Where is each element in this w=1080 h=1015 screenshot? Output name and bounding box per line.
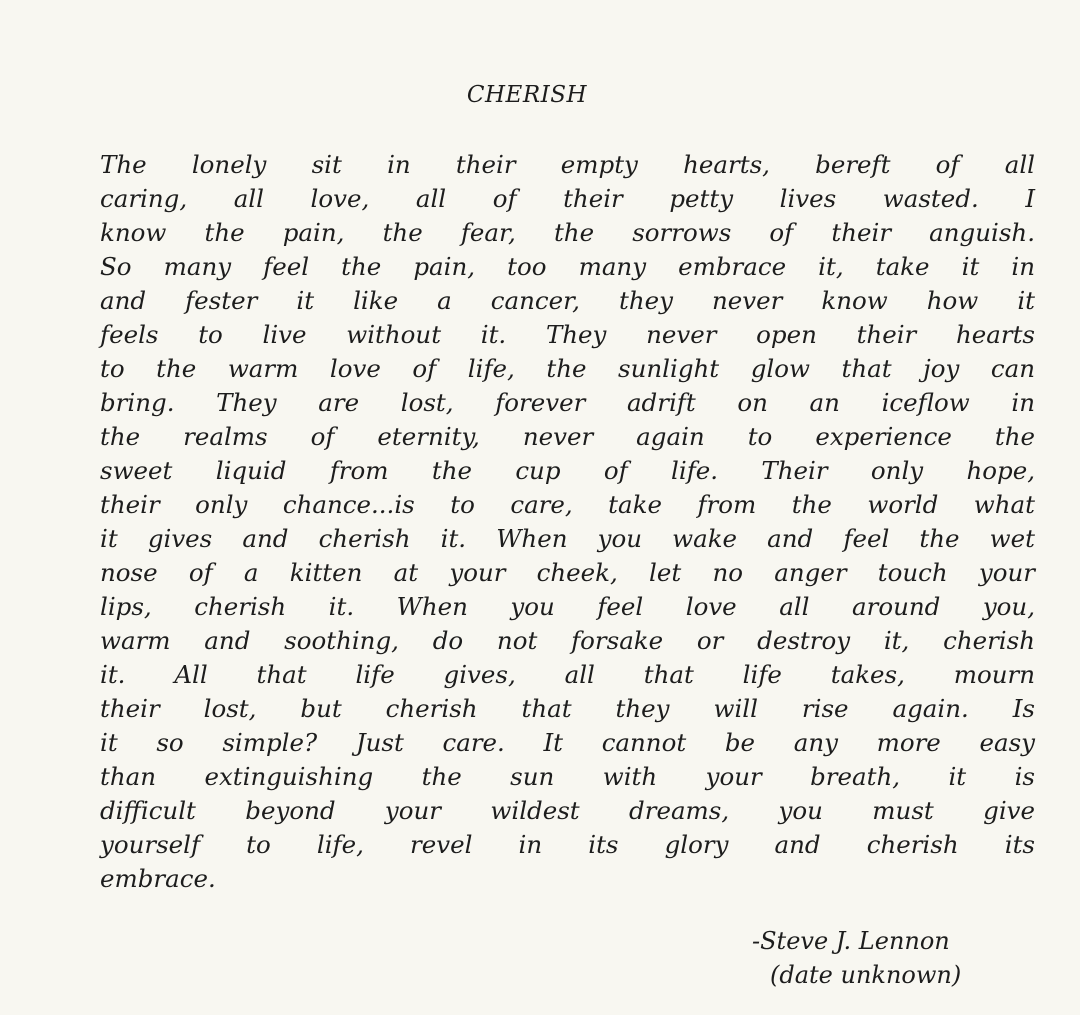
poem-line: the realms of eternity, never again to experience the bbox=[100, 422, 1035, 451]
poem-line: bring. They are lost, forever adrift on an iceflow in bbox=[100, 388, 1035, 417]
poem-line: it. All that life gives, all that life takes, mourn bbox=[100, 660, 1035, 689]
poem-line: nose of a kitten at your cheek, let no anger touch your bbox=[100, 558, 1035, 587]
poem-line: The lonely sit in their empty hearts, bereft of all bbox=[100, 150, 1035, 179]
poem-line: yourself to life, revel in its glory and cherish its bbox=[100, 830, 1035, 859]
poem-line: know the pain, the fear, the sorrows of their anguish. bbox=[100, 218, 1035, 247]
poem-line: it so simple? Just care. It cannot be any more easy bbox=[100, 728, 1035, 757]
poem-body bbox=[100, 148, 1035, 896]
poem-line: it gives and cherish it. When you wake and feel the wet bbox=[100, 524, 1035, 553]
poem-line: their only chance...is to care, take from the world what bbox=[100, 490, 1035, 519]
poem-line: than extinguishing the sun with your breath, it is bbox=[100, 762, 1035, 791]
poem-line: difficult beyond your wildest dreams, you must give bbox=[100, 796, 1035, 825]
poem-line: lips, cherish it. When you feel love all around you, bbox=[100, 592, 1035, 621]
poem-line: warm and soothing, do not forsake or destroy it, cherish bbox=[100, 626, 1035, 655]
poem-line: embrace. bbox=[100, 864, 216, 893]
poem-line: caring, all love, all of their petty lives wasted. I bbox=[100, 184, 1035, 213]
author-name: -Steve J. Lennon bbox=[752, 927, 950, 955]
poem-title: CHERISH bbox=[466, 82, 588, 108]
poem-line: their lost, but cherish that they will rise again. Is bbox=[100, 694, 1035, 723]
poem-line: feels to live without it. They never open their hearts bbox=[100, 320, 1035, 349]
poem-line: to the warm love of life, the sunlight glow that joy can bbox=[100, 354, 1035, 383]
signature-block bbox=[752, 924, 961, 992]
poem-line: sweet liquid from the cup of life. Their only hope, bbox=[100, 456, 1035, 485]
author-date: (date unknown) bbox=[770, 961, 962, 989]
poem-line: and fester it like a cancer, they never know how it bbox=[100, 286, 1035, 315]
poem-line: So many feel the pain, too many embrace it, take it in bbox=[100, 252, 1035, 281]
